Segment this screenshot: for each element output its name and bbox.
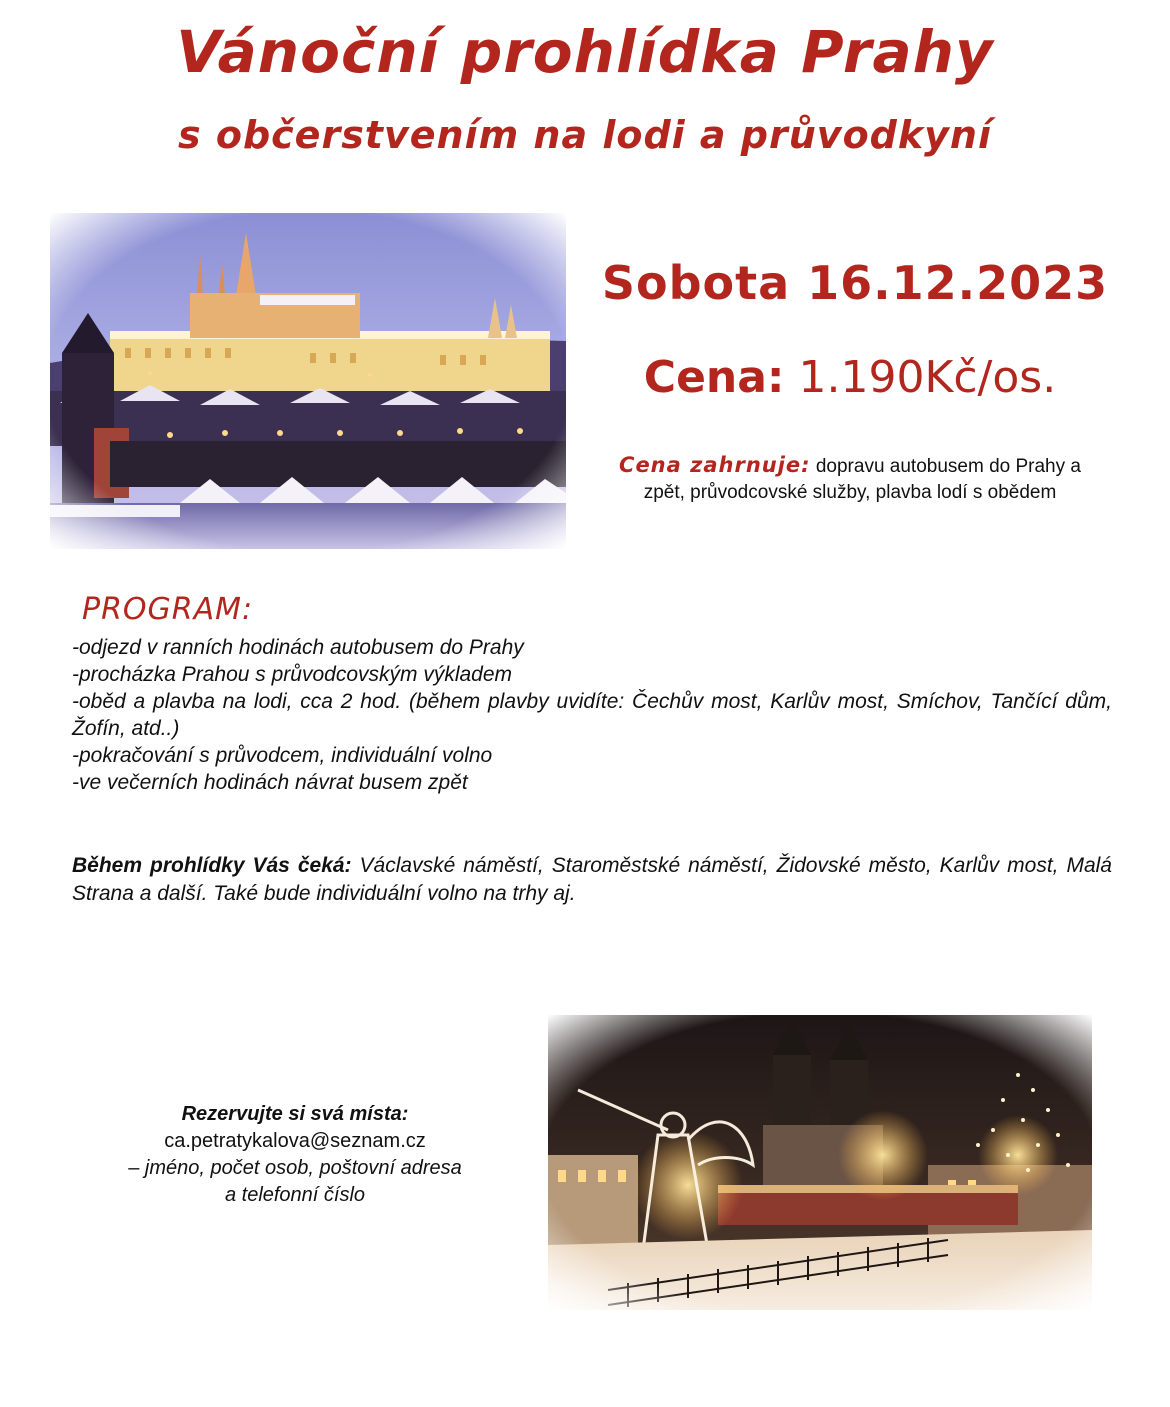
prague-castle-photo [50, 213, 566, 549]
program-heading: PROGRAM: [82, 592, 254, 627]
program-item: -oběd a plavba na lodi, cca 2 hod. (během plavby uvidíte: Čechův most, Karlův most, Smíchov, Tančící dům, Žofín, atd..) [72, 690, 1112, 740]
tour-label: Během prohlídky Vás čeká: [72, 854, 352, 877]
price-includes [600, 452, 1100, 506]
reservation-block [60, 1101, 530, 1209]
includes-text: dopravu autobusem do Prahy a zpět, průvodcovské služby, plavba lodí s obědem [643, 456, 1081, 503]
program-item: -procházka Prahou s průvodcovským výkladem [72, 663, 513, 686]
program-item: -ve večerních hodinách návrat busem zpět [72, 771, 468, 794]
reservation-heading: Rezervujte si svá místa: [181, 1103, 409, 1125]
tour-text: Václavské náměstí, Staroměstské náměstí, Židovské město, Karlův most, Malá Strana a další. Také bude individuální volno na trhy aj. [72, 854, 1112, 905]
price-row [590, 352, 1110, 403]
page-title: Vánoční prohlídka Prahy [176, 18, 994, 86]
price-value: 1.190Kč/os. [798, 352, 1057, 403]
program-item: -pokračování s průvodcem, individuální volno [72, 744, 493, 767]
price-label: Cena: [643, 352, 785, 403]
tour-highlights [72, 852, 1112, 908]
reservation-email[interactable]: ca.petratykalova@seznam.cz [164, 1130, 426, 1152]
reservation-line-1: – jméno, počet osob, poštovní adresa [128, 1157, 462, 1179]
christmas-market-photo [548, 1015, 1092, 1310]
reservation-line-2: a telefonní číslo [224, 1184, 366, 1206]
includes-label: Cena zahrnuje: [619, 453, 811, 477]
program-list [72, 634, 1112, 796]
event-date: Sobota 16.12.2023 [601, 256, 1109, 310]
program-item: -odjezd v ranních hodinách autobusem do Prahy [72, 636, 524, 659]
page-subtitle: s občerstvením na lodi a průvodkyní [178, 113, 992, 157]
